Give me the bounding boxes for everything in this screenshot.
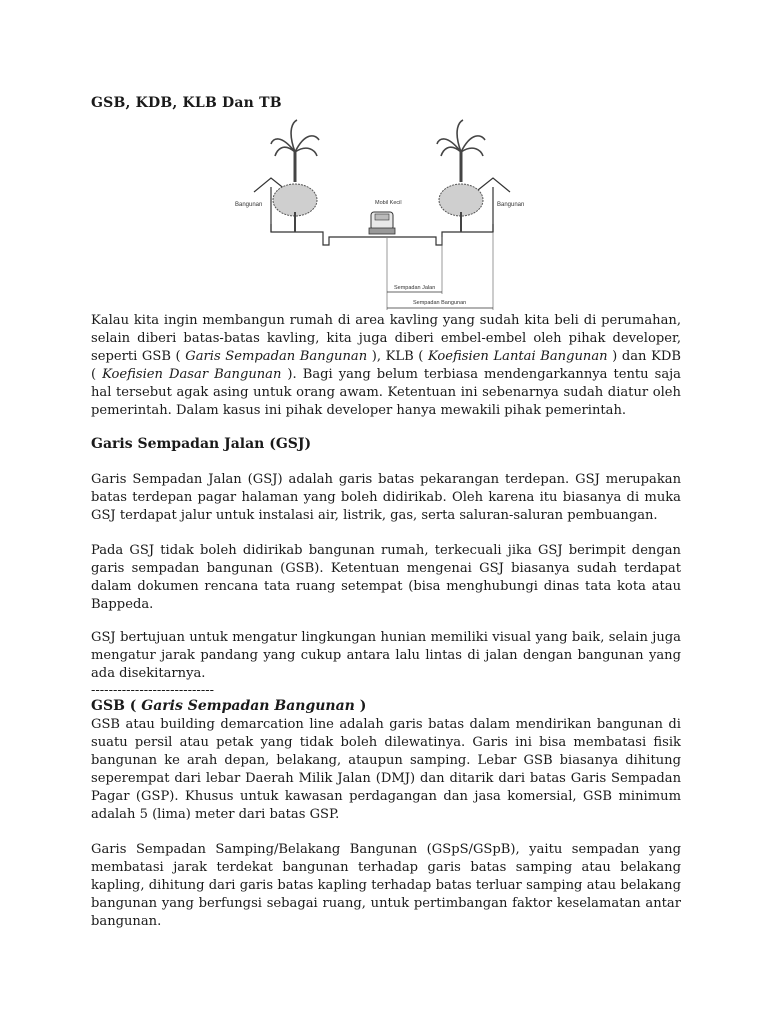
gsb-paragraph-2: Garis Sempadan Samping/Belakang Bangunan (GSpS/GSpB), yaitu sempadan yang membatasi jarak terdekat bangunan terhadap garis batas samping atau belakang kapling, dihitung dari garis batas kapling terhadap batas terluar samping atau belakang bangunan yang berfungsi sebagai ruang, untuk pertimbangan faktor keselamatan antar bangunan. xyxy=(91,842,681,929)
intro-italic-kdb: Koefisien Dasar Bangunan xyxy=(102,367,282,382)
label-bangunan-left: Bangunan xyxy=(235,202,263,208)
intro-text-1: Kalau kita ingin membangun rumah di area kavling yang sudah kita beli di perumahan, selain diberi batas-batas kavling, kita juga diberi embel-embel oleh pihak developer, seperti GSB ( xyxy=(91,313,681,364)
intro-text-2: ), KLB ( xyxy=(367,349,428,364)
gsj-paragraph-2: Pada GSJ tidak boleh didirikab bangunan rumah, terkecuali jika GSJ berimpit dengan garis sempadan bangunan (GSB). Ketentuan mengenai GSJ biasanya sudah terdapat dalam dokumen rencana tata ruang setempat (bisa menghubungi dinas tata kota atau Bappeda. xyxy=(91,543,681,612)
intro-italic-gsb: Garis Sempadan Bangunan xyxy=(185,349,368,364)
left-tree xyxy=(271,120,319,232)
intro-italic-klb: Koefisien Lantai Bangunan xyxy=(427,349,608,364)
intro-text-3: ) dan KDB ( xyxy=(91,349,681,382)
intro-text-4: ). Bagi yang belum terbiasa mendengarkannya tentu saja hal tersebut agak asing untuk orang awam. Ketentuan ini sebenarnya sudah diatur oleh pemerintah. Dalam kasus ini pihak developer hanya mewakili pihak pemerintah. xyxy=(91,367,681,418)
label-sempadan-jalan: Sempadan Jalan xyxy=(394,285,436,291)
intro-paragraph xyxy=(91,312,681,420)
gsb-paragraph-1: GSB atau building demarcation line adalah garis batas dalam mendirikan bangunan di suatu persil atau petak yang tidak boleh dilewatinya. Garis ini bisa membatasi fisik bangunan ke arah depan, belakang, ataupun samping. Lebar GSB biasanya dihitung seperempat dari lebar Daerah Milik Jalan (DMJ) dan ditarik dari batas Garis Sempadan Pagar (GSP). Khusus untuk kawasan perdagangan dan jasa komersial, GSB minimum adalah 5 (lima) meter dari batas GSP. xyxy=(91,717,681,822)
label-car: Mobil Kecil xyxy=(375,200,402,206)
gsj-paragraph-3: GSJ bertujuan untuk mengatur lingkungan hunian memiliki visual yang baik, selain juga mengatur jarak pandang yang cukup antara lalu lintas di jalan dengan bangunan yang ada disekitarnya. xyxy=(91,630,681,681)
label-bangunan-right: Bangunan xyxy=(497,202,525,208)
car xyxy=(369,212,395,234)
gsj-paragraph-1: Garis Sempadan Jalan (GSJ) adalah garis batas pekarangan terdepan. GSJ merupakan batas terdepan pagar halaman yang boleh didirikab. Oleh karena itu biasanya di muka GSJ terdapat jalur untuk instalasi air, listrik, gas, serta saluran-saluran pembuangan. xyxy=(91,472,681,523)
gsb-heading-italic: Garis Sempadan Bangunan xyxy=(141,698,355,714)
gsb-heading-suffix: ) xyxy=(354,698,367,714)
right-tree xyxy=(437,120,485,232)
gsb-heading-prefix: GSB ( xyxy=(91,698,142,714)
label-sempadan-bangunan: Sempadan Bangunan xyxy=(413,300,467,306)
gsb-heading xyxy=(91,698,366,714)
separator-line: ---------------------------- xyxy=(91,683,214,698)
diagram-svg xyxy=(231,112,531,312)
road-section-diagram xyxy=(231,112,531,312)
gsj-heading: Garis Sempadan Jalan (GSJ) xyxy=(91,436,312,452)
page-title: GSB, KDB, KLB Dan TB xyxy=(91,95,282,111)
